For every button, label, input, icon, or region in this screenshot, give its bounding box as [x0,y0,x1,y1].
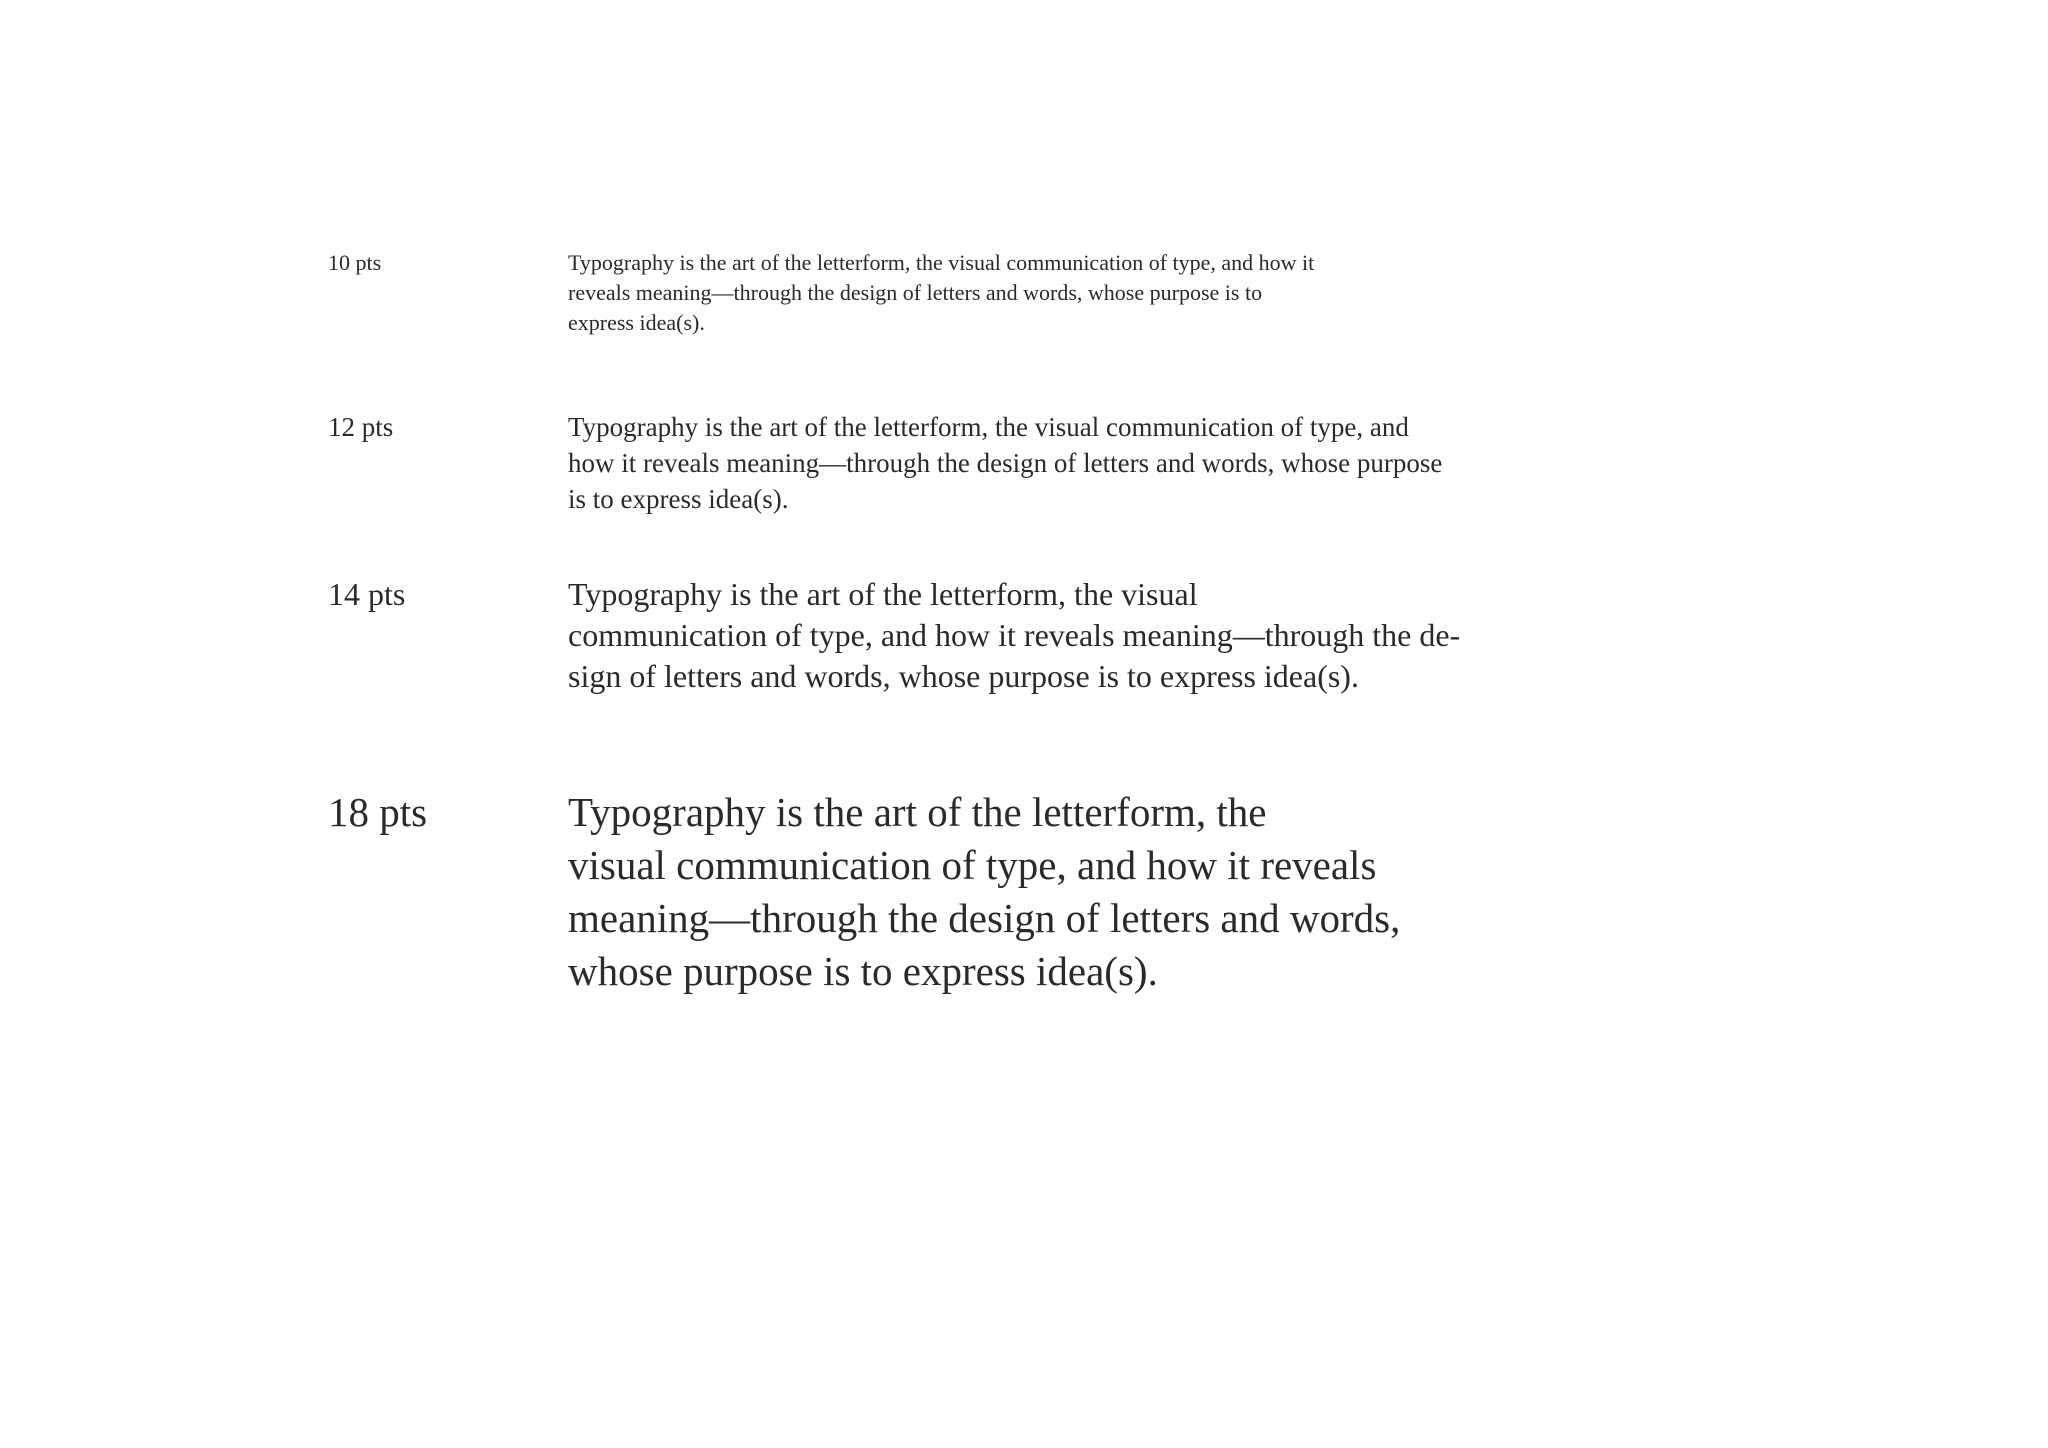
specimen-text-12pt [568,409,1498,517]
specimen-text-18pt [568,786,1468,998]
size-label-12pt: 12 pts [328,412,394,442]
specimen-line: whose purpose is to express idea(s). [568,948,1158,994]
specimen-line: is to express idea(s). [568,484,789,514]
specimen-line: how it reveals meaning—through the design of letters and words, whose purpose [568,448,1443,478]
specimen-line: express idea(s). [568,310,705,335]
specimen-line: Typography is the art of the letterform, the visual communication of type, and how it [568,250,1315,275]
specimen-line: visual communication of type, and how it reveals [568,842,1377,888]
specimen-text-14pt [568,574,1498,697]
size-label-10pt: 10 pts [328,250,382,275]
specimen-line: Typography is the art of the letterform, the visual [568,576,1198,612]
specimen-text-10pt [568,248,1398,338]
specimen-line: Typography is the art of the letterform, the visual communication of type, and [568,412,1409,442]
specimen-line: meaning—through the design of letters and words, [568,895,1401,941]
specimen-line: communication of type, and how it reveals meaning—through the de- [568,617,1461,653]
specimen-line: reveals meaning—through the design of letters and words, whose purpose is to [568,280,1263,305]
size-label-18pt: 18 pts [328,789,428,835]
specimen-line: sign of letters and words, whose purpose is to express idea(s). [568,658,1359,694]
specimen-line: Typography is the art of the letterform, the [568,789,1267,835]
size-label-14pt: 14 pts [328,576,406,612]
